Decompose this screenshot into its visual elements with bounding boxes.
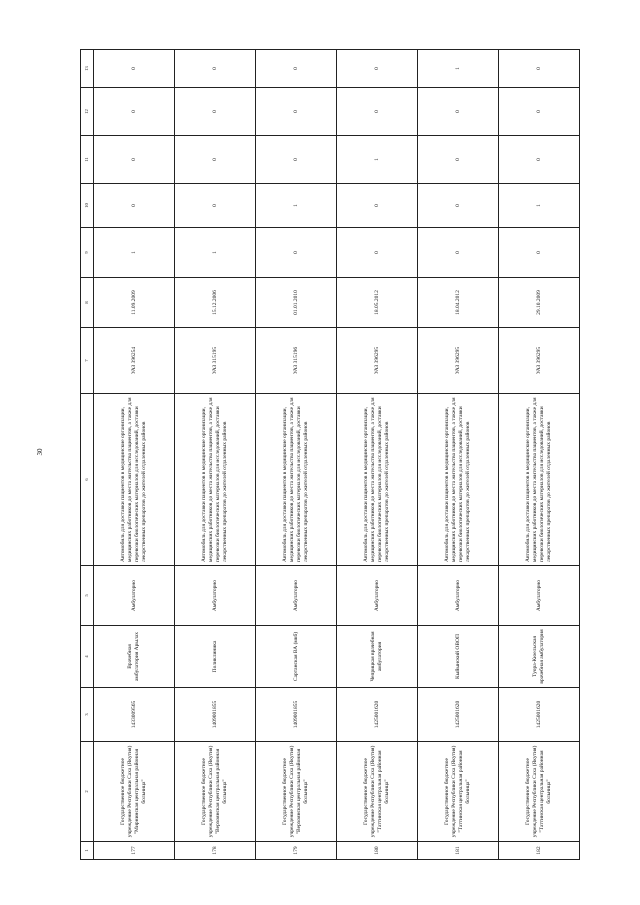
count-cell: 0: [175, 136, 256, 184]
date-cell: 11.09.2009: [94, 278, 175, 328]
count-cell: 0: [175, 88, 256, 136]
row-number: 179: [256, 842, 337, 860]
col-header: 3: [81, 688, 94, 742]
date-cell: 29.10.2009: [499, 278, 580, 328]
date-cell: 18.05.2012: [337, 278, 418, 328]
count-cell: 0: [94, 50, 175, 88]
model-cell: УАЗ 396254: [94, 328, 175, 394]
count-cell: 0: [175, 50, 256, 88]
count-cell: 0: [337, 184, 418, 228]
column-number-row: [81, 50, 94, 860]
count-cell: 1: [418, 50, 499, 88]
code-cell: 1433009565: [94, 688, 175, 742]
count-cell: 1: [499, 184, 580, 228]
col-header: 1: [81, 842, 94, 860]
count-cell: 0: [418, 88, 499, 136]
count-cell: 0: [256, 228, 337, 278]
col-header: 8: [81, 278, 94, 328]
table-row: [337, 50, 418, 860]
count-cell: 0: [499, 136, 580, 184]
table-row: [499, 50, 580, 860]
col-header: 4: [81, 626, 94, 688]
purpose-cell: Автомобиль для доставки пациентов в медицинские организации, медицинских работников до места жительства пациентов, а также для перевозки биологических материалов для исследований, доставки лекарственных препаратов до жителей отдаленных районов: [256, 394, 337, 566]
count-cell: 0: [337, 228, 418, 278]
purpose-cell: Автомобиль для доставки пациентов в медицинские организации, медицинских работников до места жительства пациентов, а также для перевозки биологических материалов для исследований, доставки лекарственных препаратов до жителей отдаленных районов: [175, 394, 256, 566]
code-cell: 1409001855: [175, 688, 256, 742]
count-cell: 0: [418, 184, 499, 228]
unit-cell: Сартанская ВА (мкб): [256, 626, 337, 688]
rotated-page-area: [80, 50, 580, 860]
row-number: 178: [175, 842, 256, 860]
count-cell: 0: [418, 228, 499, 278]
count-cell: 0: [94, 88, 175, 136]
unit-cell: Туора-Кюельская врачебная амбулатория: [499, 626, 580, 688]
unit-cell: Врачебная амбулатория Арылах: [94, 626, 175, 688]
code-cell: 1425001620: [337, 688, 418, 742]
row-number: 182: [499, 842, 580, 860]
purpose-cell: Автомобиль для доставки пациентов в медицинские организации, медицинских работников до места жительства пациентов, а также для перевозки биологических материалов для исследований, доставки лекарственных препаратов до жителей отдаленных районов: [499, 394, 580, 566]
table-row: [418, 50, 499, 860]
count-cell: 1: [256, 184, 337, 228]
count-cell: 1: [175, 228, 256, 278]
model-cell: УАЗ 315195: [175, 328, 256, 394]
row-number: 177: [94, 842, 175, 860]
care-type-cell: Амбулаторно: [256, 566, 337, 626]
care-type-cell: Амбулаторно: [94, 566, 175, 626]
organization-cell: Государственное бюджетное учреждение Республики Саха (Якутия) "Верхоянская центральная районная больница": [256, 742, 337, 842]
rotated-table-wrapper: [80, 50, 580, 860]
col-header: 6: [81, 394, 94, 566]
code-cell: 1425001620: [418, 688, 499, 742]
care-type-cell: Амбулаторно: [337, 566, 418, 626]
code-cell: 1425001620: [499, 688, 580, 742]
count-cell: 1: [94, 228, 175, 278]
vehicles-table: [80, 49, 580, 860]
count-cell: 0: [499, 50, 580, 88]
date-cell: 01.01.2010: [256, 278, 337, 328]
care-type-cell: Амбулаторно: [175, 566, 256, 626]
unit-cell: Чеприцкая врачебная амбулатория: [337, 626, 418, 688]
count-cell: 0: [337, 50, 418, 88]
code-cell: 1409001855: [256, 688, 337, 742]
purpose-cell: Автомобиль для доставки пациентов в медицинские организации, медицинских работников до места жительства пациентов, а также для перевозки биологических материалов для исследований, доставки лекарственных препаратов до жителей отдаленных районов: [418, 394, 499, 566]
model-cell: УАЗ 396295: [337, 328, 418, 394]
count-cell: 0: [499, 88, 580, 136]
col-header: 7: [81, 328, 94, 394]
col-header: 11: [81, 136, 94, 184]
purpose-cell: Автомобиль для доставки пациентов в медицинские организации, медицинских работников до места жительства пациентов, а также для перевозки биологических материалов для исследований, доставки лекарственных препаратов до жителей отдаленных районов: [337, 394, 418, 566]
row-number: 181: [418, 842, 499, 860]
count-cell: 0: [418, 136, 499, 184]
count-cell: 0: [94, 184, 175, 228]
count-cell: 0: [256, 136, 337, 184]
col-header: 5: [81, 566, 94, 626]
table-row: [175, 50, 256, 860]
table-row: [256, 50, 337, 860]
count-cell: 0: [256, 88, 337, 136]
care-type-cell: Амбулаторно: [418, 566, 499, 626]
organization-cell: Государственное бюджетное учреждение Республики Саха (Якутия) "Верхоянская центральная районная больница": [175, 742, 256, 842]
model-cell: УАЗ 396295: [499, 328, 580, 394]
organization-cell: Государственное бюджетное учреждение Республики Саха (Якутия) "Таттинская центральная районная больница": [337, 742, 418, 842]
table-row: [94, 50, 175, 860]
purpose-cell: Автомобиль для доставки пациентов в медицинские организации, медицинских работников до места жительства пациентов, а также для перевозки биологических материалов для исследований, доставки лекарственных препаратов до жителей отдаленных районов: [94, 394, 175, 566]
count-cell: 0: [256, 50, 337, 88]
organization-cell: Государственное бюджетное учреждение Республики Саха (Якутия) "Таттинская центральная районная больница": [499, 742, 580, 842]
model-cell: УАЗ 315196: [256, 328, 337, 394]
page-number: 30: [36, 448, 44, 456]
count-cell: 1: [337, 136, 418, 184]
col-header: 10: [81, 184, 94, 228]
col-header: 9: [81, 228, 94, 278]
care-type-cell: Амбулаторно: [499, 566, 580, 626]
unit-cell: Поликлиника: [175, 626, 256, 688]
date-cell: 15.12.2006: [175, 278, 256, 328]
col-header: 12: [81, 88, 94, 136]
count-cell: 0: [175, 184, 256, 228]
row-number: 180: [337, 842, 418, 860]
count-cell: 0: [94, 136, 175, 184]
date-cell: 18.04.2012: [418, 278, 499, 328]
col-header: 13: [81, 50, 94, 88]
unit-cell: Кыйынский ОВОП: [418, 626, 499, 688]
col-header: 2: [81, 742, 94, 842]
count-cell: 0: [337, 88, 418, 136]
organization-cell: Государственное бюджетное учреждение Республики Саха (Якутия) "Мирнинская центральная районная больница": [94, 742, 175, 842]
organization-cell: Государственное бюджетное учреждение Республики Саха (Якутия) "Таттинская центральная районная больница": [418, 742, 499, 842]
count-cell: 0: [499, 228, 580, 278]
model-cell: УАЗ 396295: [418, 328, 499, 394]
